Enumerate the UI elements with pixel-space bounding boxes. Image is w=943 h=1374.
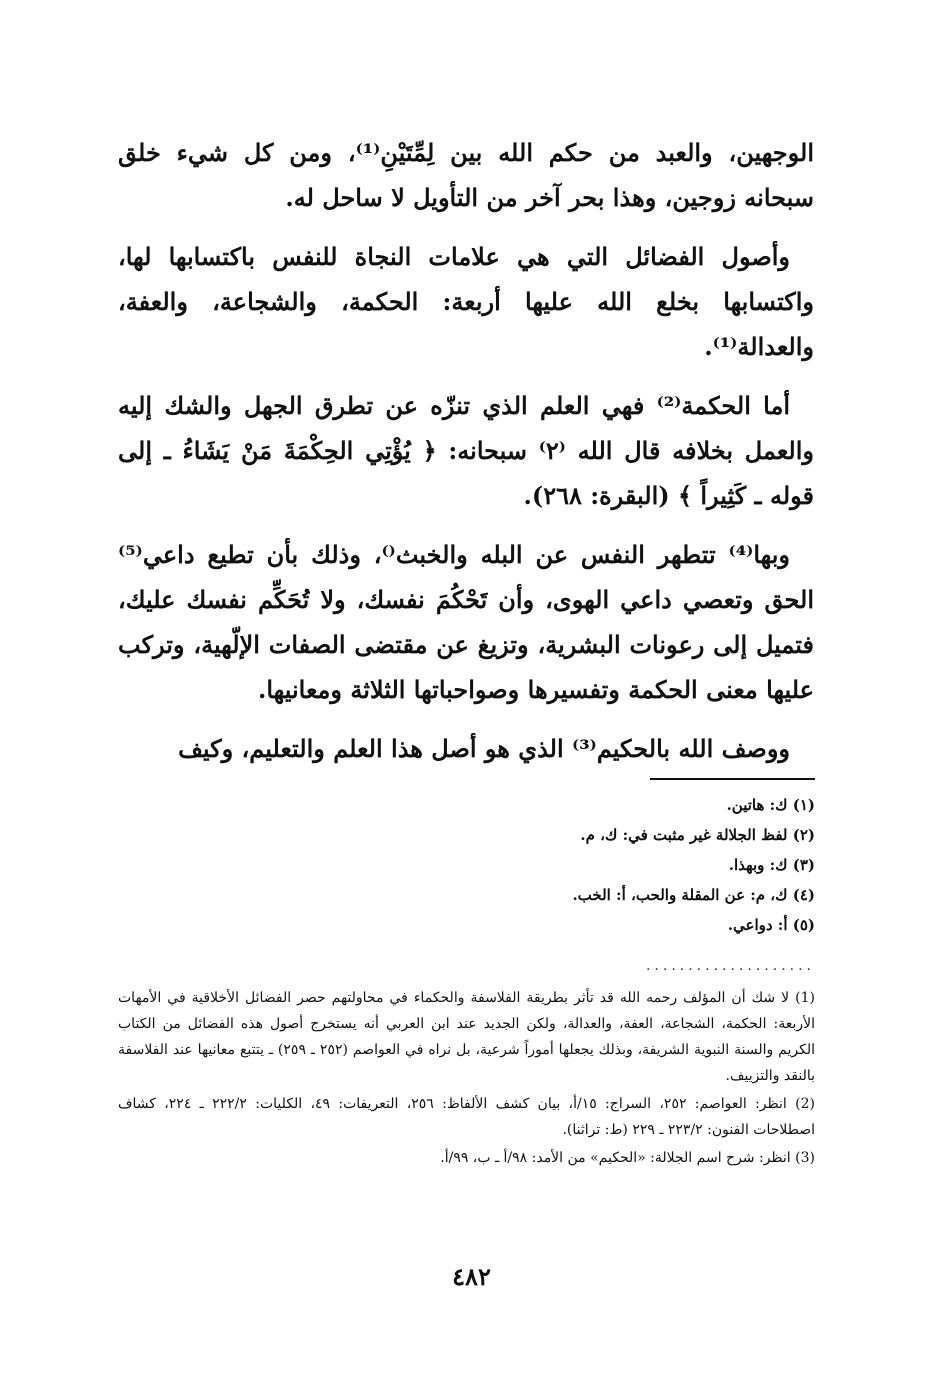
paragraph-3: أما الحكمة⁽²⁾ فهي العلم الذي تنزّه عن تطرق الجهل والشك إليه والعمل بخلافه قال الله ⁽٢⁾ سبحانه: ﴿ يُؤْتِي الحِكْمَةَ مَنْ يَشَاءُ ـ إلى قوله ـ كَثِيراً ﴾ (البقرة: ٢٦٨). (118, 391, 814, 510)
paragraph-2: وأصول الفضائل التي هي علامات النجاة للنفس باكتسابها لها، واكتسابها بخلع الله عليها أربعة: الحكمة، والشجاعة، والعفة، والعدالة⁽¹⁾. (118, 242, 814, 361)
variant-footnotes (360, 790, 815, 940)
paragraph-4: وبها⁽⁴⁾ تتطهر النفس عن البله والخبث⁽⁤⁾، وذلك بأن تطيع داعي⁽⁵⁾ الحق وتعصي داعي الهوى، وأن تَحْكُمَ نفسك، ولا تُحَكِّم نفسك عليك، فتميل إلى رعونات البشرية، وتزيغ عن مقتضى الصفات الإلّهية، وتركب عليها معنى الحكمة وتفسيرها وصواحباتها الثلاثة ومعانيها. (118, 540, 814, 704)
commentary-note: (3) انظر: شرح اسم الجلالة: «الحكيم» من الأمد: ٩٨/أ ـ ب، ٩٩/أ. (440, 1150, 815, 1166)
dotted-separator: .................... (645, 958, 815, 974)
commentary-note: (2) انظر: العواصم: ٢٥٢، السراج: ١٥/أ، بيان كشف الألفاظ: ٢٥٦، التعريفات: ٤٩، الكليات: ٢٢٢/٢ ـ ٢٢٤، كشاف اصطلاحات الفنون: ٢٢٣/٢ ـ ٢٢٩ (ط: تراثنا). (118, 1096, 815, 1138)
commentary-note: (1) لا شك أن المؤلف رحمه الله قد تأثر بطريقة الفلاسفة والحكماء في محاولتهم حصر الفضائل الأخلاقية في الأمهات الأربعة: الحكمة، الشجاعة، العفة، والعدالة، ولكن الجديد عند ابن العربي أنه يستخرج أصول هذه الفضائل من الكتاب الكريم والسنة النبوية الشريفة، وبذلك يجعلها أموراً شرعية، بل نراه في العواصم (٢٥٢ ـ ٢٥٩) ـ يتتبع معانيها عند الفلاسفة بالنقد والتزييف. (118, 990, 815, 1084)
variant-note: (١) ك: هاتين. (726, 796, 815, 814)
paragraph-5: ووصف الله بالحكيم⁽³⁾ الذي هو أصل هذا العلم والتعليم، وكيف (178, 734, 790, 763)
variant-note: (٤) ك، م: عن المقلة والحب، أ: الخب. (572, 886, 815, 904)
page-number: ٤٨٢ (452, 1262, 491, 1291)
paragraph-1: الوجهين، والعبد من حكم الله بين لِمِّتَيْنِ⁽¹⁾، ومن كل شيء خلق سبحانه زوجين، وهذا بحر آخر من التأويل لا ساحل له. (118, 138, 815, 212)
variant-note: (٥) أ: دواعي. (727, 916, 815, 934)
footnote-rule (650, 778, 815, 780)
commentary-footnotes (118, 985, 815, 1173)
variant-note: (٢) لفظ الجلالة غير مثبت في: ك، م. (580, 826, 815, 844)
variant-note: (٣) ك: وبهذا. (728, 856, 815, 874)
main-text (118, 130, 814, 785)
